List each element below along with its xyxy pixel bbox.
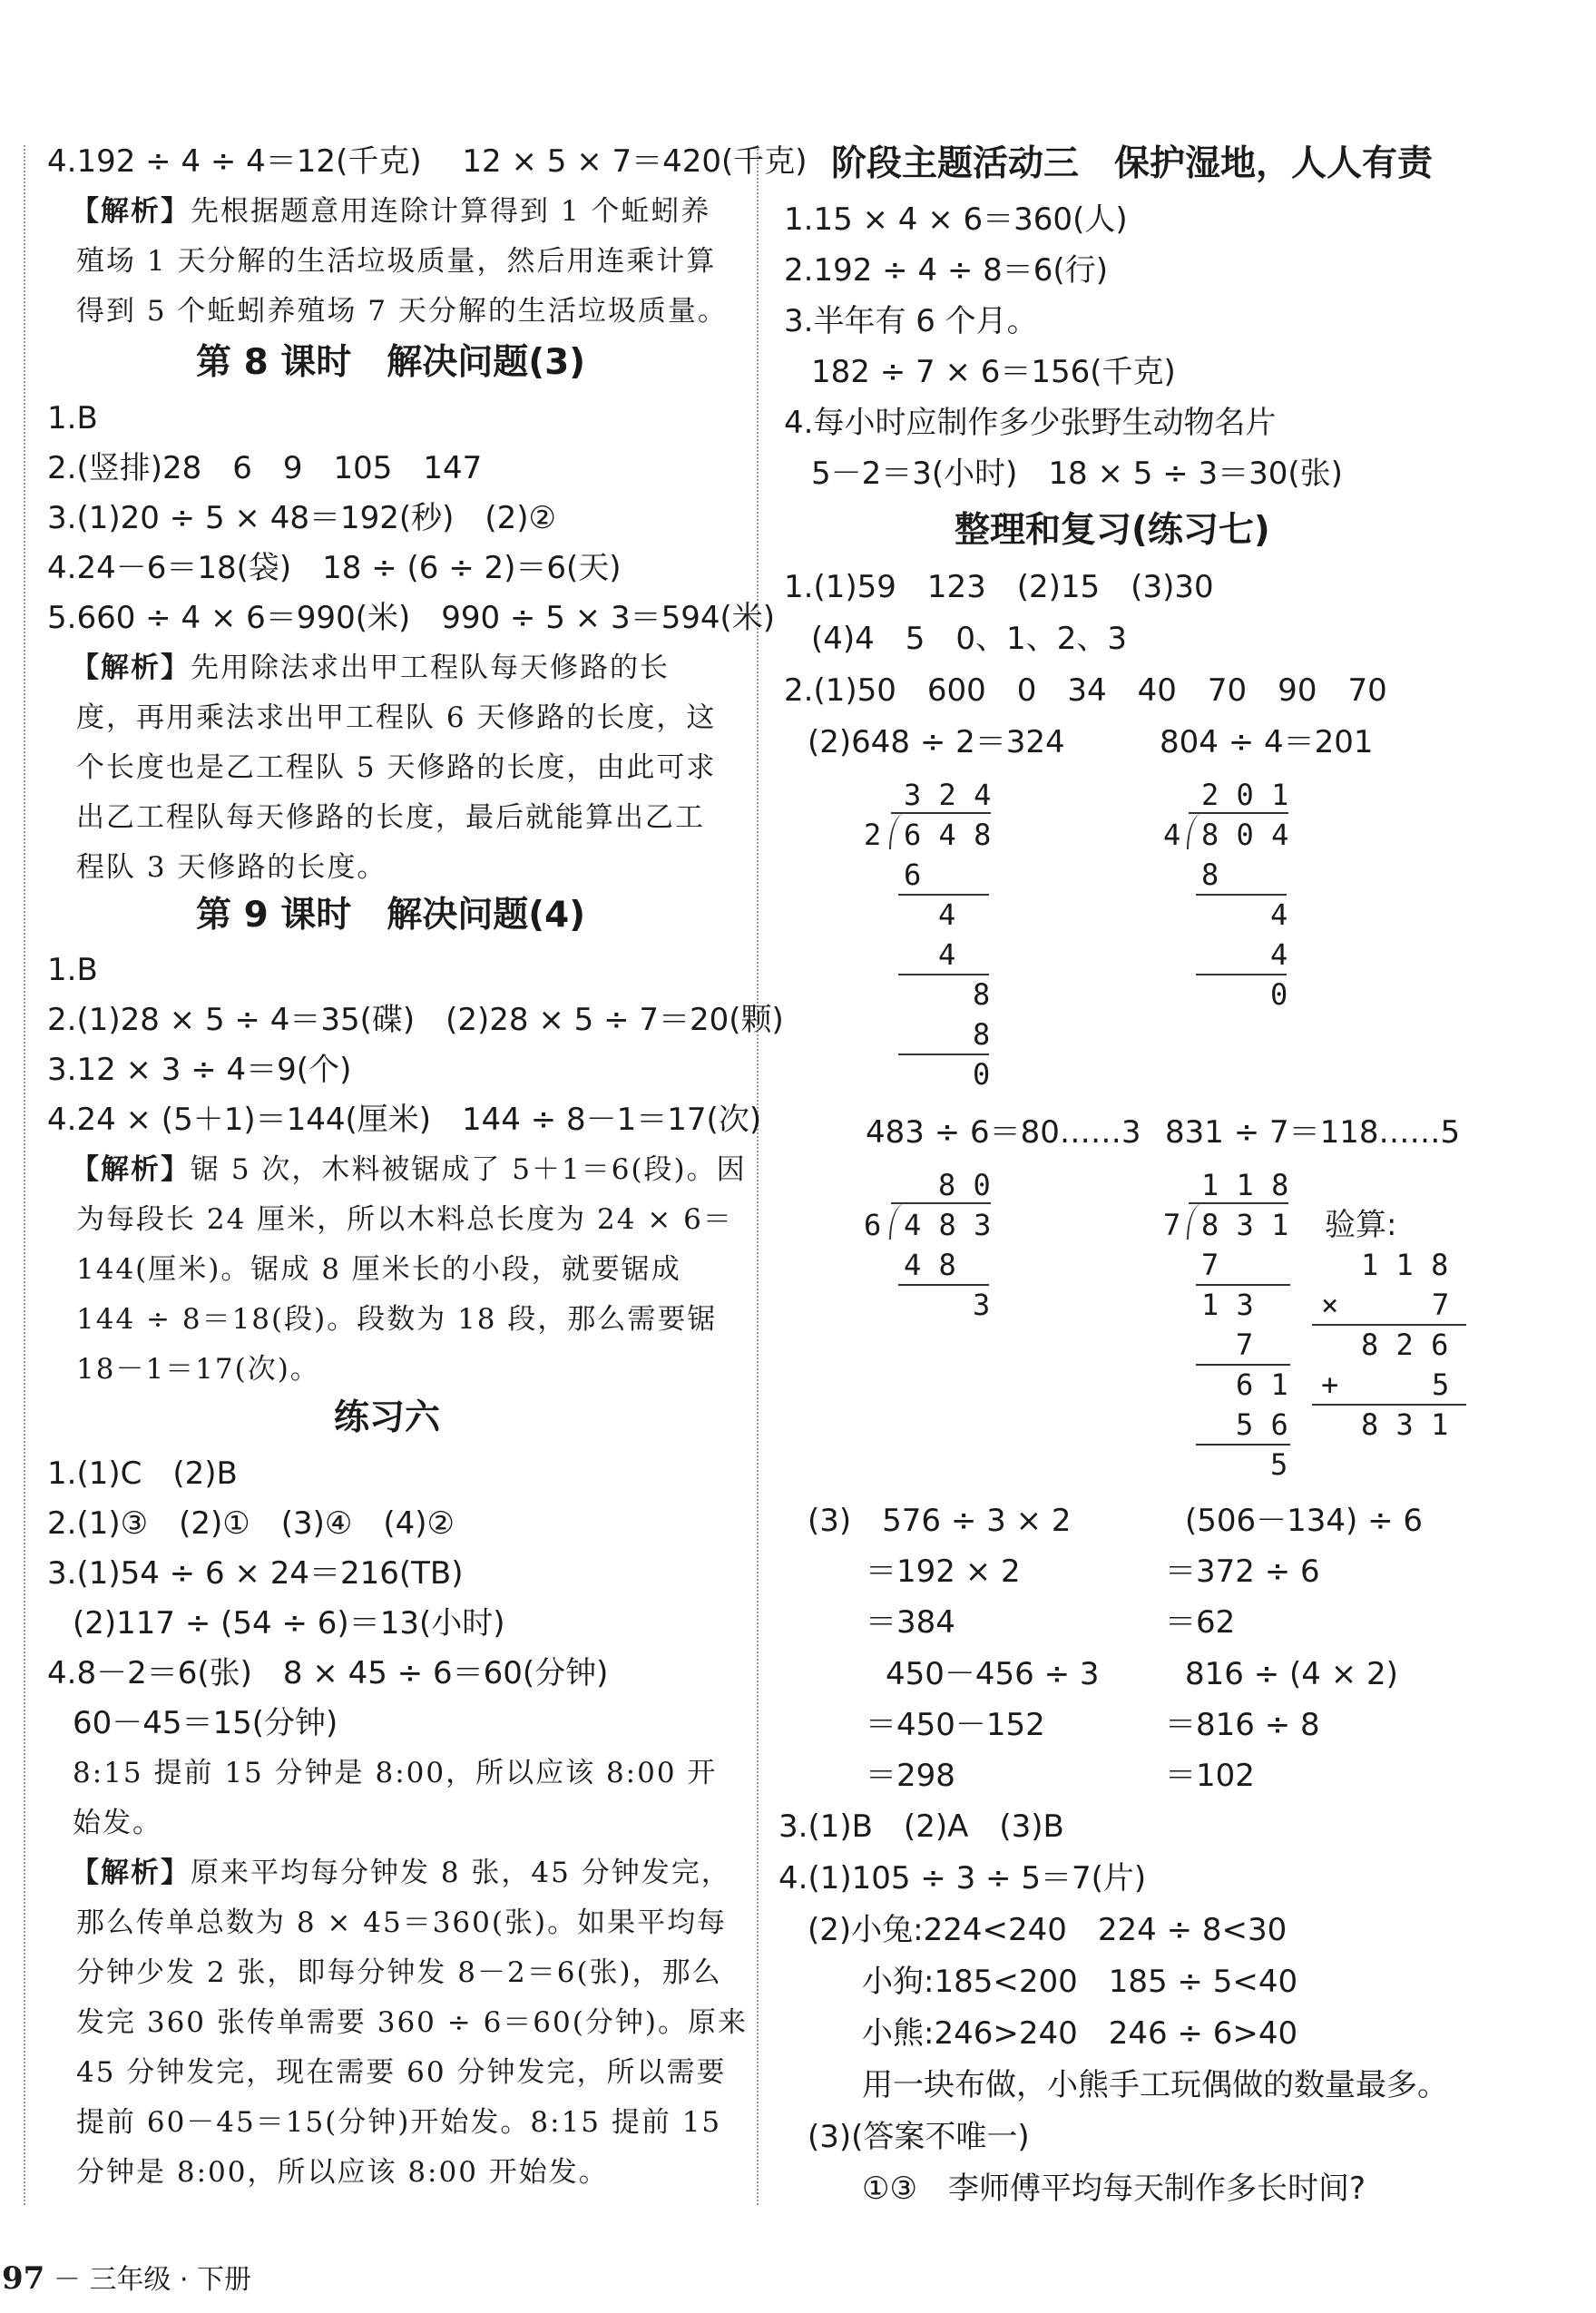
remainder: 3 <box>973 1288 991 1322</box>
answer-line: 2.192 ÷ 4 ÷ 8＝6(行) <box>784 252 1108 289</box>
quotient: 8 0 <box>938 1168 991 1202</box>
step: 4 <box>1270 897 1288 932</box>
answer-line: (4)4 5 0、1、2、3 <box>811 621 1127 657</box>
dividend: 4 8 3 <box>904 1208 992 1242</box>
answer-line: ＝372 ÷ 6 <box>1165 1553 1320 1590</box>
answer-line: 3.(1)20 ÷ 5 × 48＝192(秒) (2)② <box>47 500 557 536</box>
check-label: 验算: <box>1325 1207 1397 1243</box>
analysis-line: 度，再用乘法求出甲工程队 6 天修路的长度，这 <box>76 701 717 734</box>
answer-line: 2.(1)50 600 0 34 40 70 90 70 <box>784 672 1387 709</box>
divisor: 4 <box>1163 818 1181 852</box>
column-divider-left <box>24 145 25 2205</box>
analysis-line: 18－1＝17(次)。 <box>76 1353 320 1386</box>
answer-line: 1.B <box>47 952 98 988</box>
check-product: 8 2 6 <box>1361 1328 1449 1362</box>
answer-line: 5.660 ÷ 4 × 6＝990(米) 990 ÷ 5 × 3＝594(米) <box>47 600 776 636</box>
step: 7 <box>1201 1248 1219 1282</box>
analysis-line: 出乙工程队每天修路的长度，最后就能算出乙工 <box>76 801 705 834</box>
answer-line: ＝298 <box>866 1758 955 1794</box>
divisor: 2 <box>864 818 882 852</box>
step: 1 3 <box>1201 1288 1254 1322</box>
step: 8 <box>973 1017 991 1052</box>
section-heading: 整理和复习(练习七) <box>955 510 1270 551</box>
step: 4 8 <box>904 1248 956 1282</box>
divisor: 7 <box>1163 1208 1181 1242</box>
step: 6 1 <box>1236 1367 1288 1402</box>
analysis-text: 原来平均每分钟发 8 张，45 分钟发完， <box>191 1857 731 1889</box>
remainder: 0 <box>1270 977 1288 1012</box>
analysis-line: 45 分钟发完，现在需要 60 分钟发完，所以需要 <box>76 2056 727 2089</box>
answer-line: 3.12 × 3 ÷ 4＝9(个) <box>47 1052 352 1088</box>
quotient: 1 1 8 <box>1201 1168 1289 1202</box>
step: 4 <box>1270 937 1288 972</box>
section-heading: 第 9 课时 解决问题(4) <box>196 895 586 936</box>
answer-line: 4.24－6＝18(袋) 18 ÷ (6 ÷ 2)＝6(天) <box>47 550 622 586</box>
answer-line: 1.B <box>47 400 98 436</box>
analysis-line <box>71 193 710 230</box>
answer-line: (2)117 ÷ (54 ÷ 6)＝13(小时) <box>73 1605 505 1642</box>
answer-line: 182 ÷ 7 × 6＝156(千克) <box>811 354 1176 390</box>
analysis-line: 144 ÷ 8＝18(段)。段数为 18 段，那么需要锯 <box>76 1303 718 1336</box>
step: 5 6 <box>1236 1407 1288 1442</box>
footer-separator: － <box>53 2264 81 2296</box>
answer-line: 2.(竖排)28 6 9 105 147 <box>47 450 483 486</box>
analysis-line: 个长度也是乙工程队 5 天修路的长度，由此可求 <box>76 751 717 784</box>
answer-line: ①③ 李师傅平均每天制作多长时间? <box>862 2171 1366 2207</box>
analysis-tag: 【解析】 <box>71 652 191 684</box>
check-times-sign: × <box>1321 1288 1339 1322</box>
analysis-tag: 【解析】 <box>71 1857 191 1889</box>
answer-line: 小熊:246>240 246 ÷ 6>40 <box>862 2015 1298 2052</box>
analysis-line: 144(厘米)。锯成 8 厘米长的小段，就要锯成 <box>76 1253 681 1286</box>
column-divider-center <box>757 145 759 2205</box>
answer-line: 4.192 ÷ 4 ÷ 4＝12(千克) 12 × 5 × 7＝420(千克) <box>47 143 808 180</box>
check-remainder: 5 <box>1432 1367 1450 1402</box>
answer-line: 小狗:185<200 185 ÷ 5<40 <box>862 1964 1298 2000</box>
answer-line: 804 ÷ 4＝201 <box>1160 724 1374 760</box>
analysis-text: 锯 5 次，木料被锯成了 5＋1＝6(段)。因 <box>191 1153 747 1186</box>
answer-line: 4.(1)105 ÷ 3 ÷ 5＝7(片) <box>778 1860 1147 1896</box>
answer-line: (2)648 ÷ 2＝324 <box>808 724 1065 760</box>
step: 7 <box>1236 1328 1254 1362</box>
answer-line: (2)小兔:224<240 224 ÷ 8<30 <box>808 1912 1288 1948</box>
answer-line: 用一块布做，小熊手工玩偶做的数量最多。 <box>862 2067 1448 2103</box>
answer-line: 816 ÷ (4 × 2) <box>1185 1656 1398 1692</box>
answer-line: (506－134) ÷ 6 <box>1185 1503 1424 1539</box>
answer-line: 2.(1)28 × 5 ÷ 4＝35(碟) (2)28 × 5 ÷ 7＝20(颗) <box>47 1002 784 1038</box>
answer-line: ＝62 <box>1165 1604 1236 1641</box>
analysis-line: 为每段长 24 厘米，所以木料总长度为 24 × 6＝ <box>76 1203 733 1236</box>
divisor: 6 <box>864 1208 882 1242</box>
dividend: 6 4 8 <box>904 818 992 852</box>
answer-line: (3) 576 ÷ 3 × 2 <box>808 1503 1072 1539</box>
analysis-text: 先用除法求出甲工程队每天修路的长 <box>191 652 670 684</box>
step: 4 <box>938 897 956 932</box>
answer-line: (3)(答案不唯一) <box>808 2119 1030 2155</box>
analysis-line <box>71 650 670 686</box>
analysis-line: 程队 3 天修路的长度。 <box>76 851 387 884</box>
answer-line: 3.(1)B (2)A (3)B <box>778 1808 1064 1845</box>
page-number: 97 <box>2 2260 45 2297</box>
remainder: 5 <box>1270 1447 1288 1482</box>
answer-line: 483 ÷ 6＝80……3 <box>866 1114 1141 1151</box>
answer-line: 始发。 <box>73 1807 162 1839</box>
answer-line: 831 ÷ 7＝118……5 <box>1165 1114 1461 1151</box>
step: 8 <box>973 977 991 1012</box>
answer-line: 5－2＝3(小时) 18 × 5 ÷ 3＝30(张) <box>811 456 1343 492</box>
answer-line: ＝384 <box>866 1604 955 1641</box>
section-heading: 练习六 <box>334 1397 441 1438</box>
answer-line: ＝102 <box>1165 1758 1255 1794</box>
answer-line: 8:15 提前 15 分钟是 8:00，所以应该 8:00 开 <box>73 1757 718 1789</box>
analysis-tag: 【解析】 <box>71 1153 191 1186</box>
analysis-line: 那么传单总数为 8 × 45＝360(张)。如果平均每 <box>76 1906 728 1939</box>
analysis-line <box>71 1855 731 1891</box>
dividend: 8 0 4 <box>1201 818 1289 852</box>
analysis-line: 提前 60－45＝15(分钟)开始发。8:15 提前 15 <box>76 2106 722 2139</box>
answer-line: 3.(1)54 ÷ 6 × 24＝216(TB) <box>47 1555 464 1592</box>
analysis-tag: 【解析】 <box>71 195 191 228</box>
remainder: 0 <box>973 1057 991 1092</box>
check-multiplicand: 1 1 8 <box>1361 1248 1449 1282</box>
page-footer <box>2 2257 251 2297</box>
grade-label: 三年级 · 下册 <box>89 2264 252 2296</box>
answer-line: 4.8－2＝6(张) 8 × 45 ÷ 6＝60(分钟) <box>47 1655 609 1691</box>
answer-line: 1.15 × 4 × 6＝360(人) <box>784 201 1128 238</box>
section-heading: 阶段主题活动三 保护湿地，人人有责 <box>831 143 1434 184</box>
step: 4 <box>938 937 956 972</box>
step: 6 <box>904 858 922 892</box>
answer-line: ＝192 × 2 <box>866 1553 1021 1590</box>
step: 8 <box>1201 858 1219 892</box>
answer-line: ＝450－152 <box>866 1707 1045 1743</box>
analysis-line: 得到 5 个蚯蚓养殖场 7 天分解的生活垃圾质量。 <box>76 295 728 328</box>
dividend: 8 3 1 <box>1201 1208 1289 1242</box>
answer-line: 60－45＝15(分钟) <box>73 1705 338 1741</box>
analysis-line: 发完 360 张传单需要 360 ÷ 6＝60(分钟)。原来 <box>76 2006 748 2039</box>
answer-line: 4.每小时应制作多少张野生动物名片 <box>784 405 1277 441</box>
check-result: 8 3 1 <box>1361 1407 1449 1442</box>
answer-line: 2.(1)③ (2)① (3)④ (4)② <box>47 1505 455 1542</box>
analysis-line <box>71 1152 747 1188</box>
quotient: 3 2 4 <box>904 778 992 812</box>
answer-line: 1.(1)59 123 (2)15 (3)30 <box>784 569 1214 605</box>
section-heading: 第 8 课时 解决问题(3) <box>196 342 586 383</box>
analysis-line: 分钟少发 2 张，即每分钟发 8－2＝6(张)，那么 <box>76 1956 722 1989</box>
answer-line: ＝816 ÷ 8 <box>1165 1707 1320 1743</box>
quotient: 2 0 1 <box>1201 778 1289 812</box>
answer-line: 450－456 ÷ 3 <box>886 1656 1100 1692</box>
analysis-line: 殖场 1 天分解的生活垃圾质量，然后用连乘计算 <box>76 245 717 278</box>
analysis-line: 分钟是 8:00，所以应该 8:00 开始发。 <box>76 2156 609 2189</box>
answer-line: 3.半年有 6 个月。 <box>784 303 1038 339</box>
check-plus-sign: + <box>1321 1367 1339 1402</box>
answer-line: 4.24 × (5＋1)＝144(厘米) 144 ÷ 8－1＝17(次) <box>47 1102 762 1138</box>
check-multiplier: 7 <box>1432 1288 1450 1322</box>
analysis-text: 先根据题意用连除计算得到 1 个蚯蚓养 <box>191 195 711 228</box>
answer-line: 1.(1)C (2)B <box>47 1455 238 1492</box>
